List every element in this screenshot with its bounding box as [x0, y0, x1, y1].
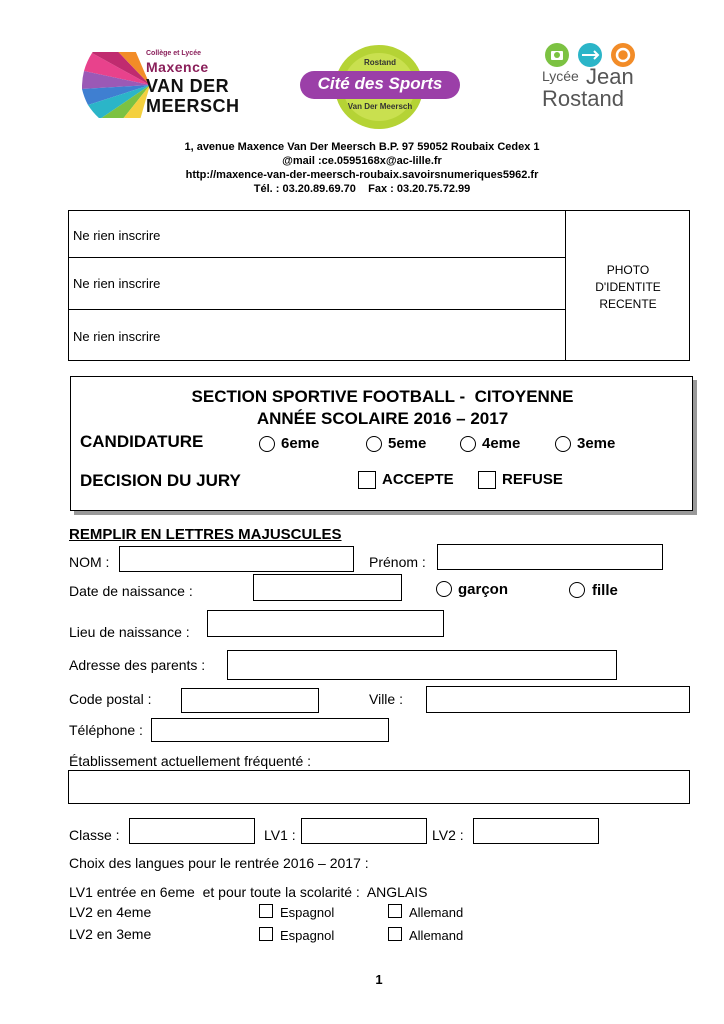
logo-center-bottom: Van Der Meersch	[347, 102, 413, 111]
allemand-4eme-label: Allemand	[409, 905, 464, 920]
ville-input[interactable]	[426, 686, 690, 713]
photo-line-3: RECENTE	[599, 297, 657, 311]
lv2-4eme-label: LV2 en 4eme	[69, 904, 152, 920]
espagnol-3eme-label: Espagnol	[280, 928, 335, 943]
section-year: ANNÉE SCOLAIRE 2016 – 2017	[256, 409, 509, 428]
logo-line1: Maxence	[146, 59, 209, 75]
logo-cite-des-sports	[300, 40, 460, 135]
logo-lycee-jean-rostand	[540, 42, 650, 114]
radio-4eme[interactable]	[460, 436, 476, 452]
nom-input[interactable]	[119, 546, 354, 572]
prenom-label: Prénom :	[369, 554, 426, 570]
admin-row-1: Ne rien inscrire	[73, 228, 161, 243]
refuse-checkbox[interactable]	[478, 471, 496, 489]
code-postal-label: Code postal :	[69, 691, 152, 707]
prenom-input[interactable]	[437, 544, 663, 570]
logo-maxence-van-der-meersch	[82, 44, 240, 120]
radio-6eme[interactable]	[259, 436, 275, 452]
section-box	[70, 376, 693, 511]
logo-center-top: Rostand	[364, 58, 396, 67]
header-address: 1, avenue Maxence Van Der Meersch B.P. 97 59052 Roubaix Cedex 1	[184, 141, 540, 153]
radio-3eme[interactable]	[555, 436, 571, 452]
level-5eme-label: 5eme	[388, 435, 427, 452]
telephone-input[interactable]	[151, 718, 389, 742]
logo-center-main: Cité des Sports	[317, 74, 443, 93]
classe-input[interactable]	[129, 818, 255, 844]
header-url: http://maxence-van-der-meersch-roubaix.savoirsnumeriques5962.fr	[185, 169, 539, 181]
espagnol-4eme-checkbox[interactable]	[259, 904, 273, 918]
logo-right-line2: Jean	[586, 64, 634, 89]
photo-placeholder	[566, 262, 690, 313]
date-naissance-label: Date de naissance :	[69, 583, 193, 599]
lv1-input[interactable]	[301, 818, 427, 844]
lv1-label: LV1 :	[264, 827, 296, 843]
admin-row-2: Ne rien inscrire	[73, 276, 161, 291]
lieu-naissance-label: Lieu de naissance :	[69, 624, 190, 640]
level-3eme-label: 3eme	[577, 435, 616, 452]
accept-checkbox[interactable]	[358, 471, 376, 489]
decision-label: DECISION DU JURY	[80, 471, 241, 490]
lv2-label: LV2 :	[432, 827, 464, 843]
admin-divider-2	[69, 309, 565, 310]
allemand-4eme-checkbox[interactable]	[388, 904, 402, 918]
header-mail: @mail :ce.0595168x@ac-lille.fr	[282, 155, 442, 167]
fan-logo-icon	[82, 52, 154, 118]
allemand-3eme-label: Allemand	[409, 928, 464, 943]
photo-line-1: PHOTO	[606, 263, 650, 277]
accept-label: ACCEPTE	[382, 471, 454, 488]
code-postal-input[interactable]	[181, 688, 319, 713]
radio-5eme[interactable]	[366, 436, 382, 452]
allemand-3eme-checkbox[interactable]	[388, 927, 402, 941]
etablissement-label: Établissement actuellement fréquenté :	[69, 753, 312, 769]
choix-langues-label: Choix des langues pour le rentrée 2016 – 2017 :	[69, 855, 369, 871]
candidature-label: CANDIDATURE	[80, 432, 204, 451]
espagnol-3eme-checkbox[interactable]	[259, 927, 273, 941]
header-phone: Tél. : 03.20.89.69.70 Fax : 03.20.75.72.99	[253, 183, 471, 195]
refuse-label: REFUSE	[502, 471, 563, 488]
radio-fille[interactable]	[569, 582, 585, 598]
logo-small-text: Collège et Lycée	[146, 50, 201, 57]
logo-right-line3: Rostand	[542, 86, 624, 111]
form-instruction: REMPLIR EN LETTRES MAJUSCULES	[69, 526, 342, 543]
espagnol-4eme-label: Espagnol	[280, 905, 335, 920]
photo-line-2: D'IDENTITE	[595, 280, 661, 294]
telephone-label: Téléphone :	[69, 722, 143, 738]
ville-label: Ville :	[369, 691, 403, 707]
lv2-input[interactable]	[473, 818, 599, 844]
lv2-3eme-label: LV2 en 3eme	[69, 926, 152, 942]
admin-divider-1	[69, 257, 565, 258]
level-6eme-label: 6eme	[281, 435, 320, 452]
etablissement-input[interactable]	[68, 770, 690, 804]
radio-garcon[interactable]	[436, 581, 452, 597]
adresse-input[interactable]	[227, 650, 617, 680]
logo-right-line1: Lycée	[542, 68, 579, 84]
classe-label: Classe :	[69, 827, 120, 843]
nom-label: NOM :	[69, 554, 110, 570]
logo-line3: MEERSCH	[146, 96, 240, 116]
lieu-naissance-input[interactable]	[207, 610, 444, 637]
fille-label: fille	[592, 582, 618, 599]
logo-line2: VAN DER	[146, 76, 230, 96]
admin-row-3: Ne rien inscrire	[73, 329, 161, 344]
date-naissance-input[interactable]	[253, 574, 402, 601]
page-number: 1	[375, 972, 383, 987]
section-title: SECTION SPORTIVE FOOTBALL - CITOYENNE	[191, 387, 574, 406]
garcon-label: garçon	[458, 581, 509, 598]
level-4eme-label: 4eme	[482, 435, 521, 452]
lv1-entree-label: LV1 entrée en 6eme et pour toute la scolarité : ANGLAIS	[69, 884, 428, 900]
adresse-label: Adresse des parents :	[69, 657, 206, 673]
admin-box	[68, 210, 690, 361]
